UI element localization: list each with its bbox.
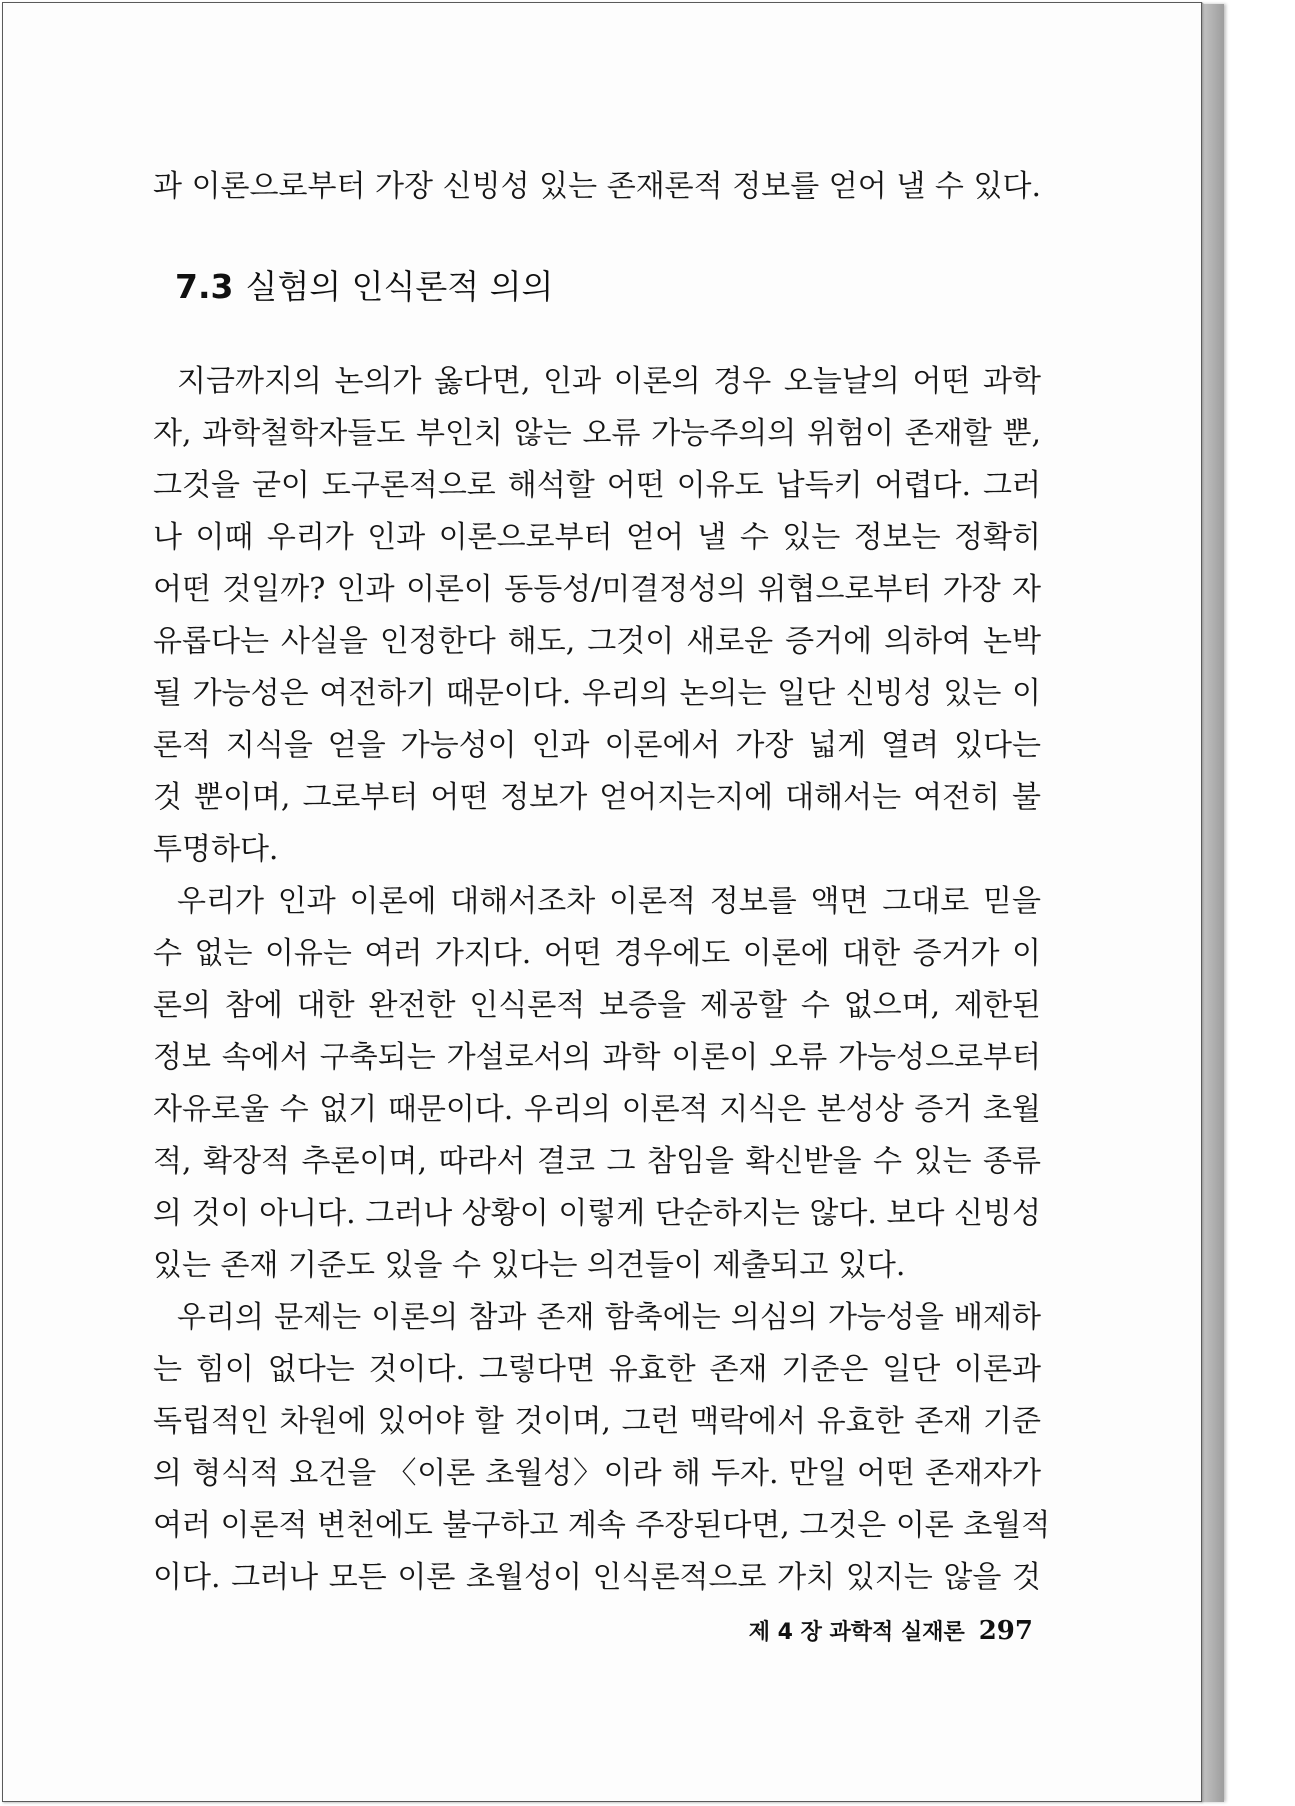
text-line: 어떤 것일까? 인과 이론이 동등성/미결정성의 위협으로부터 가장 자 [153, 572, 1041, 607]
book-page [2, 2, 1202, 1802]
section-heading [175, 261, 553, 308]
section-number: 7.3 [175, 267, 234, 306]
text-line: 적, 확장적 추론이며, 따라서 결코 그 참임을 확신받을 수 있는 종류 [153, 1144, 1041, 1179]
text-line: 의 형식적 요건을 〈이론 초월성〉이라 해 두자. 만일 어떤 존재자가 [153, 1456, 1041, 1491]
body-text [153, 356, 1051, 1604]
text-line: 독립적인 차원에 있어야 할 것이며, 그런 맥락에서 유효한 존재 기준 [153, 1404, 1041, 1439]
text-line: 것 뿐이며, 그로부터 어떤 정보가 얻어지는지에 대해서는 여전히 불 [153, 780, 1041, 815]
text-line: 될 가능성은 여전하기 때문이다. 우리의 논의는 일단 신빙성 있는 이 [153, 676, 1041, 711]
text-line: 여러 이론적 변천에도 불구하고 계속 주장된다면, 그것은 이론 초월적 [153, 1508, 1051, 1543]
text-line: 우리가 인과 이론에 대해서조차 이론적 정보를 액면 그대로 믿을 [177, 884, 1041, 919]
text-line: 유롭다는 사실을 인정한다 해도, 그것이 새로운 증거에 의하여 논박 [153, 624, 1041, 659]
text-line: 는 힘이 없다는 것이다. 그렇다면 유효한 존재 기준은 일단 이론과 [153, 1352, 1041, 1387]
text-line: 수 없는 이유는 여러 가지다. 어떤 경우에도 이론에 대한 증거가 이 [153, 936, 1041, 971]
text-line: 론의 참에 대한 완전한 인식론적 보증을 제공할 수 없으며, 제한된 [153, 988, 1041, 1023]
book-page-edge [1200, 4, 1224, 1802]
text-line: 자유로울 수 없기 때문이다. 우리의 이론적 지식은 본성상 증거 초월 [153, 1092, 1041, 1127]
text-line: 투명하다. [153, 832, 279, 867]
running-footer [749, 1615, 1033, 1646]
text-line: 나 이때 우리가 인과 이론으로부터 얻어 낼 수 있는 정보는 정확히 [153, 520, 1041, 555]
text-line: 이다. 그러나 모든 이론 초월성이 인식론적으로 가치 있지는 않을 것 [153, 1560, 1041, 1595]
chapter-title: 제 4 장 과학적 실재론 [748, 1620, 965, 1645]
text-line: 과 이론으로부터 가장 신빙성 있는 존재론적 정보를 얻어 낼 수 있다. [153, 169, 1041, 204]
text-line: 의 것이 아니다. 그러나 상황이 이렇게 단순하지는 않다. 보다 신빙성 [153, 1196, 1041, 1231]
text-line: 론적 지식을 얻을 가능성이 인과 이론에서 가장 넓게 열려 있다는 [153, 728, 1041, 763]
text-line: 우리의 문제는 이론의 참과 존재 함축에는 의심의 가능성을 배제하 [177, 1300, 1041, 1335]
page-number: 297 [978, 1616, 1033, 1646]
section-title: 실험의 인식론적 의의 [245, 267, 554, 306]
text-line: 정보 속에서 구축되는 가설로서의 과학 이론이 오류 가능성으로부터 [153, 1040, 1041, 1075]
text-line: 지금까지의 논의가 옳다면, 인과 이론의 경우 오늘날의 어떤 과학 [177, 364, 1041, 399]
text-line: 있는 존재 기준도 있을 수 있다는 의견들이 제출되고 있다. [153, 1248, 906, 1283]
continued-text-line [153, 161, 1041, 213]
text-line: 자, 과학철학자들도 부인치 않는 오류 가능주의의 위험이 존재할 뿐, [153, 416, 1041, 451]
text-line: 그것을 굳이 도구론적으로 해석할 어떤 이유도 납득키 어렵다. 그러 [153, 468, 1041, 503]
